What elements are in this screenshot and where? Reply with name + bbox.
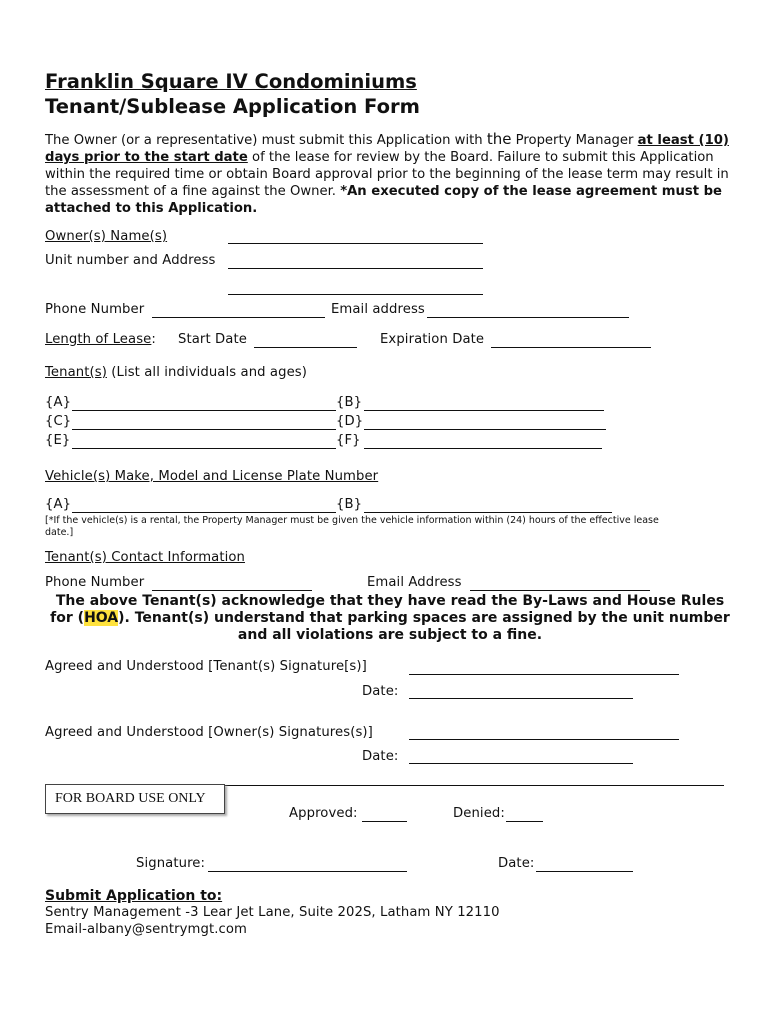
lease-length-label [45, 332, 156, 347]
lease-length-colon: : [151, 332, 156, 347]
tenant-f-label: {F} [336, 433, 361, 448]
denied-label: Denied: [453, 806, 505, 821]
lease-length-text: Length of Lease [45, 332, 152, 347]
intro-text-the: the [486, 130, 512, 148]
board-use-box [45, 784, 225, 814]
owner-email-field[interactable] [427, 317, 629, 318]
tenants-note: (List all individuals and ages) [106, 365, 307, 380]
form-title: Tenant/Sublease Application Form [45, 95, 420, 118]
denied-field[interactable] [506, 821, 543, 822]
submit-email: Email-albany@sentrymgt.com [45, 922, 247, 937]
intro-paragraph [45, 131, 735, 217]
tenant-d-label: {D} [336, 414, 364, 429]
tenant-c-field[interactable] [72, 429, 336, 430]
vehicle-b-field[interactable] [364, 512, 612, 513]
tenant-b-label: {B} [336, 395, 363, 410]
intro-text-1b: Property Manager [511, 133, 638, 148]
tenant-b-field[interactable] [364, 410, 604, 411]
contact-phone-label: Phone Number [45, 575, 145, 590]
contact-phone-field[interactable] [152, 590, 312, 591]
submit-address: Sentry Management -3 Lear Jet Lane, Suite 202S, Latham NY 12110 [45, 905, 500, 920]
vehicle-a-label: {A} [45, 497, 72, 512]
tenant-date-label: Date: [362, 684, 399, 699]
vehicle-b-label: {B} [336, 497, 363, 512]
vehicle-rental-note-2: date.] [45, 527, 74, 538]
ack-line-2-pre: for ( [50, 610, 85, 626]
intro-text-1: The Owner (or a representative) must submit this Application with [45, 133, 487, 148]
tenant-c-label: {C} [45, 414, 72, 429]
owner-date-label: Date: [362, 749, 399, 764]
start-date-field[interactable] [254, 347, 357, 348]
owner-signature-field[interactable] [409, 739, 679, 740]
expiration-date-label: Expiration Date [380, 332, 485, 347]
owner-phone-field[interactable] [152, 317, 325, 318]
owner-signature-label: Agreed and Understood [Owner(s) Signatures(s)] [45, 725, 373, 740]
ack-line-2-post: ). Tenant(s) understand that parking spaces are assigned by the unit number [118, 610, 730, 626]
tenant-signature-label: Agreed and Understood [Tenant(s) Signature[s)] [45, 659, 367, 674]
board-signature-label: Signature: [136, 856, 206, 871]
tenants-heading [45, 365, 307, 380]
board-signature-field[interactable] [208, 871, 407, 872]
approved-label: Approved: [289, 806, 358, 821]
intro-text-2: of the lease for review by the Board. Failure to submit this Application within the required time or obtain Board approval prior to the beginning of the lease term may result in the assessment of a fine against the Owner. [45, 150, 729, 199]
board-use-label: FOR BOARD USE ONLY [55, 791, 206, 806]
start-date-label: Start Date [178, 332, 247, 347]
tenant-d-field[interactable] [364, 429, 606, 430]
contact-email-field[interactable] [470, 590, 650, 591]
vehicle-rental-note: [*If the vehicle(s) is a rental, the Property Manager must be given the vehicle information within (24) hours of the effective lease [45, 515, 659, 526]
approved-field[interactable] [362, 821, 407, 822]
unit-address-field-2[interactable] [228, 294, 483, 295]
board-date-field[interactable] [536, 871, 633, 872]
tenant-e-field[interactable] [72, 448, 336, 449]
unit-address-label: Unit number and Address [45, 253, 216, 268]
owner-names-label: Owner(s) Name(s) [45, 229, 168, 244]
owner-date-field[interactable] [409, 763, 633, 764]
board-date-label: Date: [498, 856, 535, 871]
submit-heading: Submit Application to: [45, 888, 223, 904]
intro-deadline: at least (10) days prior to the start date [45, 133, 729, 165]
owner-email-label: Email address [331, 302, 425, 317]
expiration-date-field[interactable] [491, 347, 651, 348]
vehicle-a-field[interactable] [72, 512, 336, 513]
ack-hoa-highlight: HOA [84, 610, 119, 626]
vehicles-label: Vehicle(s) Make, Model and License Plate Number [45, 469, 379, 484]
tenant-f-field[interactable] [364, 448, 602, 449]
form-org-title: Franklin Square IV Condominiums [45, 70, 417, 93]
tenant-a-field[interactable] [72, 410, 336, 411]
ack-line-2 [45, 610, 735, 627]
ack-line-3: and all violations are subject to a fine. [237, 627, 543, 643]
tenant-date-field[interactable] [409, 698, 633, 699]
owner-phone-label: Phone Number [45, 302, 145, 317]
contact-email-label: Email Address [367, 575, 462, 590]
owner-names-field[interactable] [228, 243, 483, 244]
acknowledgement-text [45, 593, 735, 644]
tenant-e-label: {E} [45, 433, 71, 448]
intro-lease-requirement: *An executed copy of the lease agreement must be attached to this Application. [45, 184, 722, 216]
ack-line-1: The above Tenant(s) acknowledge that they have read the By-Laws and House Rules [55, 593, 725, 609]
tenants-label: Tenant(s) [45, 365, 107, 380]
tenant-a-label: {A} [45, 395, 72, 410]
tenant-signature-field[interactable] [409, 674, 679, 675]
unit-address-field[interactable] [228, 268, 483, 269]
contact-label: Tenant(s) Contact Information [45, 550, 245, 565]
